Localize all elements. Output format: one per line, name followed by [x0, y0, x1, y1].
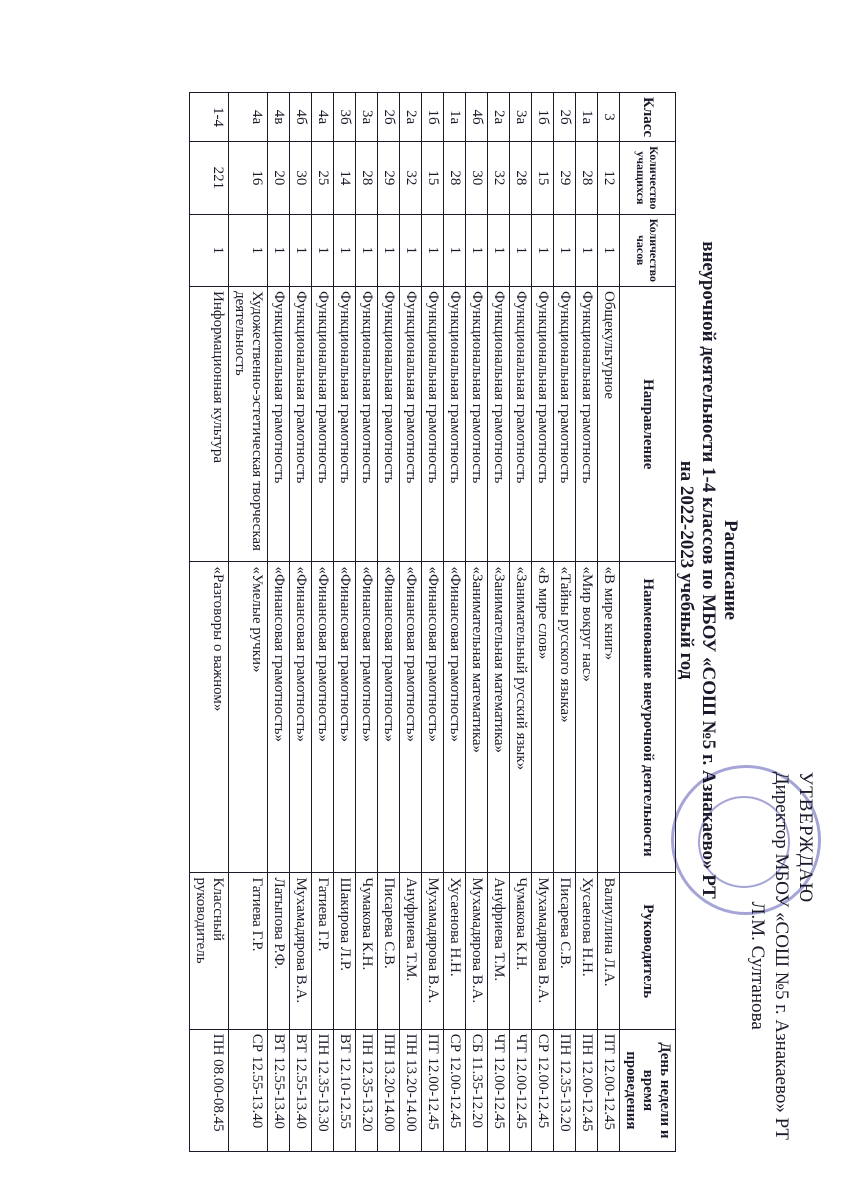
row-students: 12	[598, 142, 620, 214]
table-row	[488, 93, 510, 1152]
table-row	[422, 93, 444, 1152]
schedule-table	[189, 92, 676, 1152]
row-students: 28	[576, 142, 598, 214]
approval-block	[745, 772, 817, 1140]
row-class: 2б	[378, 93, 400, 142]
row-students: 30	[290, 142, 312, 214]
row-students: 221	[190, 142, 229, 214]
row-activity-name: «Занимательный русский язык»	[510, 562, 532, 873]
row-time: ПН 12.35-13.20	[356, 1029, 378, 1151]
table-row	[378, 93, 400, 1152]
row-hours: 1	[466, 214, 488, 286]
row-hours: 1	[532, 214, 554, 286]
row-leader: Чумакова К.Н.	[510, 873, 532, 1029]
row-class: 1-4	[190, 93, 229, 142]
table-row	[576, 93, 598, 1152]
row-activity-name: «В мире книг»	[598, 562, 620, 873]
table-row	[554, 93, 576, 1152]
approval-line-2: Л.М. Султанова	[747, 901, 768, 1030]
row-hours: 1	[510, 214, 532, 286]
row-leader: Шакирова Л.Р.	[334, 873, 356, 1029]
row-hours: 1	[598, 214, 620, 286]
row-students: 30	[466, 142, 488, 214]
row-leader: Мухамадярова В.А.	[466, 873, 488, 1029]
table-row	[229, 93, 268, 1152]
table-row	[444, 93, 466, 1152]
row-time: СР 12.00-12.45	[532, 1029, 554, 1151]
row-leader: Писарева С.В.	[554, 873, 576, 1029]
row-leader: Мухамадярова В.А.	[532, 873, 554, 1029]
row-students: 16	[229, 142, 268, 214]
row-activity-name: «Финансовая грамотность»	[312, 562, 334, 873]
header-hours: Количество часов	[620, 214, 676, 286]
row-activity-name: «Занимательная математика»	[466, 562, 488, 873]
row-activity-name: «Тайны русского языка»	[554, 562, 576, 873]
row-students: 20	[268, 142, 290, 214]
row-hours: 1	[356, 214, 378, 286]
row-students: 15	[422, 142, 444, 214]
row-class: 4б	[290, 93, 312, 142]
row-activity-name: «Занимательная математика»	[488, 562, 510, 873]
row-hours: 1	[444, 214, 466, 286]
row-direction: Функциональная грамотность	[466, 287, 488, 562]
row-direction: Функциональная грамотность	[554, 287, 576, 562]
row-leader: Валиуллина Л.А.	[598, 873, 620, 1029]
row-leader: Ануфриева Т.М.	[400, 873, 422, 1029]
row-class: 2а	[400, 93, 422, 142]
table-header-row	[620, 93, 676, 1152]
row-students: 28	[444, 142, 466, 214]
row-time: ВТ 12.55-13.40	[268, 1029, 290, 1151]
row-class: 4в	[268, 93, 290, 142]
row-direction: Художественно-эстетическая творческая деятельность	[229, 287, 268, 562]
row-direction: Функциональная грамотность	[488, 287, 510, 562]
row-time: ЧТ 12.00-12.45	[488, 1029, 510, 1151]
row-class: 3а	[510, 93, 532, 142]
header-students: Количество учащихся	[620, 142, 676, 214]
row-time: ПН 12.00-12.45	[576, 1029, 598, 1151]
row-hours: 1	[488, 214, 510, 286]
row-activity-name: «Финансовая грамотность»	[268, 562, 290, 873]
row-students: 29	[554, 142, 576, 214]
table-row	[356, 93, 378, 1152]
row-activity-name: «Умелые ручки»	[229, 562, 268, 873]
row-direction: Функциональная грамотность	[532, 287, 554, 562]
title-line-3: на 2022-2023 учебный год	[676, 460, 697, 680]
row-leader: Латыпова Р.Ф.	[268, 873, 290, 1029]
row-class: 2б	[554, 93, 576, 142]
table-row	[400, 93, 422, 1152]
row-hours: 1	[190, 214, 229, 286]
row-direction: Функциональная грамотность	[312, 287, 334, 562]
row-hours: 1	[334, 214, 356, 286]
row-direction: Функциональная грамотность	[444, 287, 466, 562]
row-hours: 1	[576, 214, 598, 286]
row-direction: Общекультурное	[598, 287, 620, 562]
row-direction: Функциональная грамотность	[422, 287, 444, 562]
row-class: 3	[598, 93, 620, 142]
row-time: СР 12.00-12.45	[444, 1029, 466, 1151]
row-leader: Ануфриева Т.М.	[488, 873, 510, 1029]
row-activity-name: «Финансовая грамотность»	[356, 562, 378, 873]
row-students: 14	[334, 142, 356, 214]
row-activity-name: «Финансовая грамотность»	[422, 562, 444, 873]
row-leader: Мухамадярова В.А.	[422, 873, 444, 1029]
row-leader: Гатиева Г.Р.	[312, 873, 334, 1029]
header-class: Класс	[620, 93, 676, 142]
row-direction: Функциональная грамотность	[356, 287, 378, 562]
table-row	[190, 93, 229, 1152]
row-time: ПН 13.20-14.00	[378, 1029, 400, 1151]
row-time: ВТ 12.55-13.40	[290, 1029, 312, 1151]
table-row	[532, 93, 554, 1152]
row-time: СБ 11.35-12.20	[466, 1029, 488, 1151]
row-direction: Функциональная грамотность	[400, 287, 422, 562]
row-hours: 1	[312, 214, 334, 286]
row-direction: Функциональная грамотность	[290, 287, 312, 562]
row-hours: 1	[422, 214, 444, 286]
row-hours: 1	[378, 214, 400, 286]
row-class: 1б	[422, 93, 444, 142]
row-direction: Функциональная грамотность	[334, 287, 356, 562]
table-row	[598, 93, 620, 1152]
row-class: 1а	[576, 93, 598, 142]
approval-title: УТВЕРЖДАЮ	[795, 771, 816, 904]
row-leader: Хусаенова Н.Н.	[444, 873, 466, 1029]
row-leader: Классный руководитель	[190, 873, 229, 1029]
row-time: ПН 13.20-14.00	[400, 1029, 422, 1151]
page-title	[675, 120, 741, 1020]
row-time: ПТ 12.00-12.45	[422, 1029, 444, 1151]
header-leader: Руководитель	[620, 873, 676, 1029]
row-activity-name: «В мире слов»	[532, 562, 554, 873]
row-leader: Писарева С.В.	[378, 873, 400, 1029]
row-direction: Информационная культура	[190, 287, 229, 562]
row-class: 2а	[488, 93, 510, 142]
row-leader: Гатиева Г.Р.	[229, 873, 268, 1029]
table-row	[268, 93, 290, 1152]
row-activity-name: «Финансовая грамотность»	[334, 562, 356, 873]
approval-line-1: Директор МБОУ «СОШ №5 г. Азнакаево» РТ	[771, 771, 792, 1140]
row-activity-name: «Мир вокруг нас»	[576, 562, 598, 873]
title-line-1: Расписание	[720, 520, 741, 620]
title-line-2: внеурочной деятельности 1-4 классов по МБОУ «СОШ №5 г. Азнакаево» РТ	[698, 241, 719, 899]
row-direction: Функциональная грамотность	[576, 287, 598, 562]
row-hours: 1	[554, 214, 576, 286]
row-students: 28	[356, 142, 378, 214]
row-activity-name: «Финансовая грамотность»	[444, 562, 466, 873]
row-hours: 1	[229, 214, 268, 286]
row-direction: Функциональная грамотность	[510, 287, 532, 562]
row-activity-name: «Финансовая грамотность»	[400, 562, 422, 873]
row-students: 29	[378, 142, 400, 214]
row-students: 32	[488, 142, 510, 214]
row-time: ВТ 12.10-12.55	[334, 1029, 356, 1151]
row-time: ПН 08.00-08.45	[190, 1029, 229, 1151]
row-direction: Функциональная грамотность	[378, 287, 400, 562]
table-row	[466, 93, 488, 1152]
row-class: 3б	[334, 93, 356, 142]
row-leader: Мухамадярова В.А.	[290, 873, 312, 1029]
row-students: 25	[312, 142, 334, 214]
header-time: День недели и время проведения	[620, 1029, 676, 1151]
row-class: 4а	[312, 93, 334, 142]
row-direction: Функциональная грамотность	[268, 287, 290, 562]
row-class: 4б	[466, 93, 488, 142]
row-leader: Чумакова К.Н.	[356, 873, 378, 1029]
row-hours: 1	[400, 214, 422, 286]
row-time: ПН 12.35-13.30	[312, 1029, 334, 1151]
row-class: 4а	[229, 93, 268, 142]
row-class: 3а	[356, 93, 378, 142]
row-time: ЧТ 12.00-12.45	[510, 1029, 532, 1151]
table-row	[334, 93, 356, 1152]
row-class: 1б	[532, 93, 554, 142]
row-students: 15	[532, 142, 554, 214]
row-hours: 1	[290, 214, 312, 286]
row-activity-name: «Финансовая грамотность»	[290, 562, 312, 873]
row-class: 1а	[444, 93, 466, 142]
row-students: 32	[400, 142, 422, 214]
row-leader: Хусаенова Н.Н.	[576, 873, 598, 1029]
header-activity-name: Наименование внеурочной деятельности	[620, 562, 676, 873]
table-row	[510, 93, 532, 1152]
row-time: СР 12.55-13.40	[229, 1029, 268, 1151]
row-time: ПН 12.35-13.20	[554, 1029, 576, 1151]
row-activity-name: «Разговоры о важном»	[190, 562, 229, 873]
header-direction: Направление	[620, 287, 676, 562]
row-hours: 1	[268, 214, 290, 286]
table-row	[290, 93, 312, 1152]
row-activity-name: «Финансовая грамотность»	[378, 562, 400, 873]
row-time: ПТ 12.00-12.45	[598, 1029, 620, 1151]
table-row	[312, 93, 334, 1152]
row-students: 28	[510, 142, 532, 214]
